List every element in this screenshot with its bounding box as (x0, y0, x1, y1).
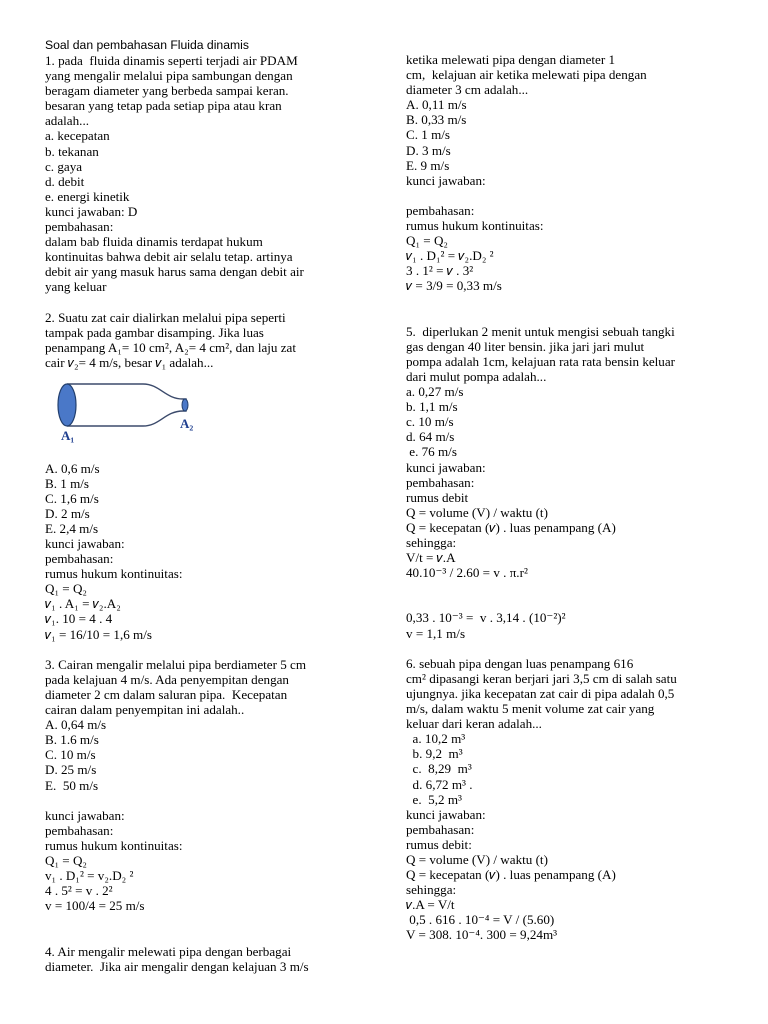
text-line: beragam diameter yang berbeda sampai keran. (45, 83, 289, 99)
text-line: tampak pada gambar disamping. Jika luas (45, 324, 264, 340)
text-line: A. 0,6 m/s (45, 460, 100, 476)
text-line: Q = kecepatan (𝑣) . luas penampang (A) (406, 519, 616, 535)
text-line: pembahasan: (406, 202, 475, 218)
text-line: pada kelajuan 4 m/s. Ada penyempitan dengan (45, 671, 289, 687)
text-line: D. 3 m/s (406, 142, 451, 158)
text-line: gas dengan 40 liter bensin. jika jari jari mulut (406, 338, 645, 354)
text-line: b. 9,2 m³ (406, 746, 463, 762)
text-line: kontinuitas bahwa debit air selalu tetap. artinya (45, 249, 293, 265)
text-line: 5. diperlukan 2 menit untuk mengisi sebuah tangki (406, 323, 675, 339)
text-line: rumus debit: (406, 836, 472, 852)
text-line: pembahasan: (406, 474, 475, 490)
label-a2: A₂ (180, 416, 194, 431)
text-line: c. gaya (45, 158, 83, 174)
text-line: yang mengalir melalui pipa sambungan dengan (45, 68, 293, 84)
blank-line (406, 309, 736, 324)
text-line: 4. Air mengalir melewati pipa dengan berbagai (45, 943, 292, 959)
text-line: rumus debit (406, 489, 469, 505)
text-line: B. 0,33 m/s (406, 112, 467, 128)
text-line: v₁ . D₁² = v₂.D₂ ² (45, 868, 134, 884)
blank-line (406, 580, 736, 595)
text-line: 3 . 1² = 𝑣 . 3² (406, 263, 474, 279)
text-line: besaran yang tetap pada setiap pipa atau kran (45, 98, 282, 114)
text-line: C. 1,6 m/s (45, 490, 99, 506)
text-line: pembahasan: (45, 822, 114, 838)
text-line: kunci jawaban: D (45, 203, 138, 219)
text-line: E. 2,4 m/s (45, 520, 99, 536)
label-a1: A₁ (61, 428, 75, 443)
blank-line (406, 595, 736, 610)
text-line: rumus hukum kontinuitas: (45, 837, 183, 853)
right-column (406, 52, 736, 943)
text-line: Q = kecepatan (𝑣) . luas penampang (A) (406, 867, 616, 883)
text-line: diameter. Jika air mengalir dengan kelajuan 3 m/s (45, 958, 309, 974)
blank-line (45, 642, 365, 657)
blank-line (45, 295, 365, 310)
text-line: kunci jawaban: (45, 536, 125, 551)
text-line: 𝑣₁ = 16/10 = 1,6 m/s (45, 626, 152, 642)
text-line: rumus hukum kontinuitas: (406, 218, 544, 234)
document-title: Soal dan pembahasan Fluida dinamis (45, 38, 249, 52)
text-line: d. debit (45, 173, 85, 189)
text-line: v = 1,1 m/s (406, 625, 466, 641)
text-line: ketika melewati pipa dengan diameter 1 (406, 52, 616, 67)
blank-line (45, 445, 365, 460)
text-line: B. 1 m/s (45, 475, 90, 491)
text-line: E. 50 m/s (45, 777, 99, 793)
left-column-text (45, 53, 365, 974)
text-line: b. 1,1 m/s (406, 399, 458, 415)
text-line: 𝑣.A = V/t (406, 897, 455, 913)
blank-line (406, 641, 736, 656)
text-line: kunci jawaban: (406, 459, 486, 475)
blank-line (45, 928, 365, 943)
text-line: 𝑣₁ . D₁² = 𝑣₂.D₂ ² (406, 248, 494, 264)
text-line: Q₁ = Q₂ (45, 852, 87, 868)
text-line: 𝑣₁ . A₁ = 𝑣₂.A₂ (45, 596, 121, 612)
text-line: 0,33 . 10⁻³ = v . 3,14 . (10⁻²)² (406, 610, 566, 626)
text-line: Q = volume (V) / waktu (t) (406, 851, 548, 867)
text-line: kunci jawaban: (45, 807, 125, 823)
text-line: V/t = 𝑣.A (406, 550, 456, 566)
text-line: kunci jawaban: (406, 172, 486, 188)
blank-line (406, 188, 736, 203)
text-line: C. 10 m/s (45, 747, 96, 763)
text-line: yang keluar (45, 279, 107, 295)
text-line: 6. sebuah pipa dengan luas penampang 616 (406, 655, 634, 671)
text-line: pompa adalah 1cm, kelajuan rata rata bensin keluar (406, 353, 676, 369)
text-line: debit air yang masuk harus sama dengan debit air (45, 264, 304, 280)
pipe-inlet-ellipse (58, 384, 76, 426)
text-line: cairan dalam penyempitan ini adalah.. (45, 702, 245, 718)
text-line: V = 308. 10⁻⁴. 300 = 9,24m³ (406, 927, 558, 943)
text-line: Q₁ = Q₂ (406, 233, 448, 249)
text-line: 3. Cairan mengalir melalui pipa berdiameter 5 cm (45, 656, 307, 672)
text-line: A. 0,64 m/s (45, 717, 107, 733)
text-line: v = 100/4 = 25 m/s (45, 898, 145, 914)
text-line: 𝑣₁. 10 = 4 . 4 (45, 611, 113, 627)
text-line: e. 5,2 m³ (406, 791, 462, 807)
text-line: B. 1.6 m/s (45, 732, 99, 748)
blank-line (406, 294, 736, 309)
text-line: diameter 2 cm dalam saluran pipa. Kecepatan (45, 686, 288, 702)
text-line: A. 0,11 m/s (406, 97, 467, 113)
text-line: cair 𝑣₂= 4 m/s, besar 𝑣₁ adalah... (45, 354, 214, 370)
text-line: c. 10 m/s (406, 414, 454, 430)
text-line: kunci jawaban: (406, 806, 486, 822)
text-line: 𝑣 = 3/9 = 0,33 m/s (406, 278, 502, 294)
text-line: e. 76 m/s (406, 444, 457, 460)
pipe-outlet-ellipse (182, 399, 188, 411)
left-column (45, 37, 365, 974)
text-line: a. 10,2 m³ (406, 731, 466, 747)
text-line: 4 . 5² = v . 2² (45, 883, 113, 899)
text-line: m/s, dalam waktu 5 menit volume zat cair yang (406, 701, 655, 717)
text-line: pembahasan: (406, 821, 475, 837)
text-line: D. 2 m/s (45, 505, 90, 521)
pipe-outline (67, 384, 186, 426)
text-line: Q₁ = Q₂ (45, 581, 87, 597)
text-line: cm² dipasangi keran berjari jari 3,5 cm di salah satu (406, 670, 677, 686)
text-line: a. kecepatan (45, 128, 110, 144)
text-line: d. 64 m/s (406, 429, 455, 445)
text-line: sehingga: (406, 535, 457, 550)
text-line: dari mulut pompa adalah... (406, 368, 547, 384)
pipe-figure (55, 378, 215, 444)
text-line: diameter 3 cm adalah... (406, 82, 529, 98)
text-line: 1. pada fluida dinamis seperti terjadi air PDAM (45, 53, 298, 68)
text-line: 0,5 . 616 . 10⁻⁴ = V / (5.60) (406, 912, 555, 928)
text-line: 40.10⁻³ / 2.60 = v . π.r² (406, 565, 528, 581)
text-line: C. 1 m/s (406, 127, 451, 143)
text-line: pembahasan: (45, 551, 114, 567)
blank-line (45, 913, 365, 928)
text-line: ujungnya. jika kecepatan zat cair di pipa adalah 0,5 (406, 685, 675, 701)
text-line: keluar dari keran adalah... (406, 716, 542, 732)
text-line: rumus hukum kontinuitas: (45, 566, 183, 582)
text-line: pembahasan: (45, 219, 114, 235)
right-column-text (406, 52, 736, 943)
text-line: adalah... (45, 113, 89, 129)
text-line: cm, kelajuan air ketika melewati pipa dengan (406, 67, 647, 83)
text-line: D. 25 m/s (45, 762, 97, 778)
text-line: sehingga: (406, 882, 457, 898)
text-line: b. tekanan (45, 143, 99, 159)
text-line: a. 0,27 m/s (406, 384, 464, 400)
text-line: E. 9 m/s (406, 157, 450, 173)
text-line: 2. Suatu zat cair dialirkan melalui pipa seperti (45, 309, 286, 325)
text-line: Q = volume (V) / waktu (t) (406, 504, 548, 520)
text-line: penampang A₁= 10 cm², A₂= 4 cm², dan laju zat (45, 339, 297, 355)
text-line: dalam bab fluida dinamis terdapat hukum (45, 234, 263, 250)
text-line: d. 6,72 m³ . (406, 776, 473, 792)
text-line: e. energi kinetik (45, 188, 130, 204)
text-line: c. 8,29 m³ (406, 761, 472, 777)
blank-line (45, 793, 365, 808)
